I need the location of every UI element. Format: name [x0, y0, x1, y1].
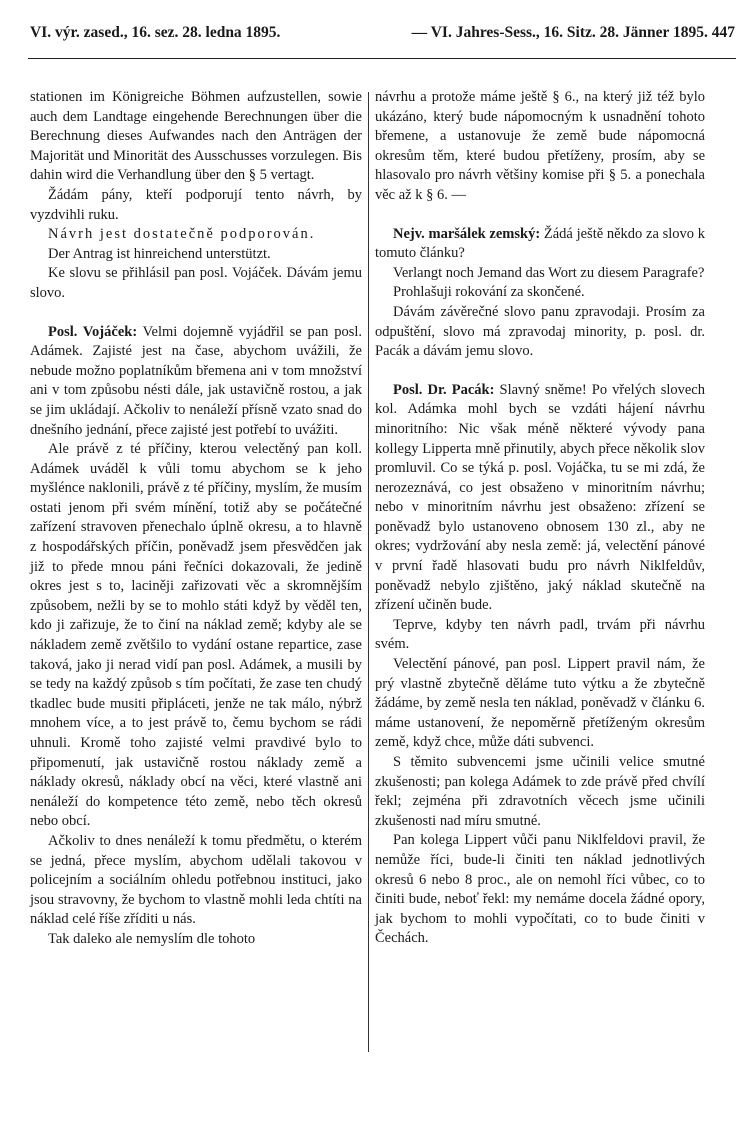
column-divider — [368, 92, 369, 1052]
speaker-name: Posl. Dr. Pacák: — [393, 381, 495, 398]
paragraph: stationen im Königreiche Böhmen aufzustellen, sowie auch dem Landtage eingehende Berechnungen über die Berechnung dieses Aufwandes nach den Anträgen der Majorität und Minorität des Ausschusses vorzulegen. Bis dahin wird die Verhandlung über den § 5 vertagt. — [30, 89, 362, 184]
speech-paragraph — [30, 323, 362, 441]
paragraph: Prohlašuji rokování za skončené. — [393, 284, 585, 301]
paragraph: Ačkoliv to dnes nenáleží k tomu předmětu, o kterém se jedná, přece myslím, abychom udělali takovou v policejním a sociálním ohledu potřebnou instituci, jako jsou stravovny, že bychom to vlastně mohli leda chtíti na náklad celé říše zříditi u nás. — [30, 832, 362, 928]
paragraph: Teprve, kdyby ten návrh padl, trvám při návrhu svém. — [375, 616, 705, 653]
paragraph: Návrh jest dostatečně podporován. — [48, 226, 316, 243]
left-column — [30, 88, 362, 950]
paragraph: návrhu a protože máme ještě § 6., na který již též bylo ukázáno, který bude nápomocným k usnadnění tohoto břemene, a ustanovuje že země bude nápomocná okresům těm, které budou přetíženy, prosím, aby se hlasovalo pro návrh většiny komise při § 5. a ponechala věc až k § 6. — — [375, 89, 705, 203]
paragraph: Pan kolega Lippert vůči panu Niklfeldovi pravil, že nemůže říci, bude-li činiti ten náklad jednotlivých okresů 6 nebo 8 proc., ale on nemohl říci vůbec, co to činiti bude, neboť řekl: my nemáme docela žádné opory, jak bychom to mohli vypočítati, co to bude činiti v Čechách. — [375, 832, 705, 947]
paragraph: Tak daleko ale nemyslím dle tohoto — [48, 930, 256, 947]
paragraph: Der Antrag ist hinreichend unterstützt. — [48, 245, 271, 262]
header-czech: VI. výr. zased., 16. sez. 28. ledna 1895. — [30, 24, 281, 41]
header-rule — [28, 58, 736, 59]
speech-paragraph — [375, 381, 705, 616]
speech-text: Slavný sněme! Po vřelých slovech kol. Adámka mohl bych se vzdáti hájení návrhu minoritního: Nic však méně některé výv​ody pana kollegy Lipperta mně přinutily, abych přece několik slov promluvil. Co se týká p. posl. Vojáčka, tu se mi zdá, že nerozeznává, co jest obsaženo v minoritním návrhu; nebo v minoritním návrhu jest obsaženo: zřízení se poněvadž bylo ustanoveno obnosem 130 zl., aby ne okres; vydržování aby nesla země: já, velectění pánové v první řadě hlasovati budu pro návrh Niklfeldův, poněvadž nebylo zjištěno, jaký náklad skutečně na zřízení učiněn bude. — [375, 381, 705, 614]
paragraph: S těmito subvencemi jsme učinili velice smutné zkušenosti; pan kolega Adámek to zde právě před chvílí řekl; zejména při zdravotních věcech jsme učinili zkušenosti nad míru smutné. — [375, 754, 705, 829]
paragraph: Dávám závěrečné slovo panu zpravodaji. Prosím za odpuštění, slovo má zpravodaj minority, p. posl. dr. Pacák a dávám jemu slovo. — [375, 303, 705, 360]
page-header — [30, 20, 735, 48]
speaker-name: Nejv. maršálek zemský: — [393, 225, 541, 242]
paragraph: Žádám pány, kteří podporují tento návrh, by vyzdvihli ruku. — [30, 186, 362, 223]
speaker-name: Posl. Vojáček: — [48, 323, 138, 340]
paragraph: Ke slovu se přihlásil pan posl. Vojáček. Dávám jemu slovo. — [30, 265, 362, 301]
paragraph: Velectění pánové, pan posl. Lippert pravil nám, že prý vlastně zbytečně děláme tuto výtku a že zbytečně žádáme, by země nesla ten náklad, poněvadž v článku 6. máme ustanovení, že nepoměrně přetíženým okresům země, když chce, může dáti subvenci. — [375, 656, 705, 751]
header-german: — VI. Jahres-Sess., 16. Sitz. 28. Jänner 1895. 447 — [411, 24, 735, 41]
right-column — [375, 88, 705, 949]
paragraph: Ale právě z té příčiny, kterou velectěný pan koll. Adámek uváděl k vůli tomu abychom se k jeho myšlénce naklonili, právě z té příčiny, myslím, že musím ostati jenom při svém mínění, totiž aby se počátečné zařízení stravoven přenechalo úplně okresu, a to hlavně z hospodářských příčin, poněvadž jsem přesvědčen jak již to přede mnou páni řečníci dokazovali, že jedině okres jest s to, laciněji zařizovati věc a skromnějším způsobem, nežli by se to mohlo státi když by věděl ten, kdo ji zařizuje, že to činí na náklad země; kdyby ale se nákladem země zvětšilo to vydání ostane repartice, zase taková, jako ji nerad vidí pan posl. Adámek, a musili by se tedy na každý způsob s tím počítati, že zase ten chudý tkadlec bude musiti připláceti, jenže ne tak málo, nýbrž mnohem více, a to jest právě to, čemu bychom se rádi uhnuli. Kromě toho zajisté velmi pravdivé bylo to připomenutí, jak ustavičně rostou náklady země a náklady okresů, náklady obcí na věci, které vlastně ani nenáleží do kompetence této země, nebo těch okresů nebo obcí. — [30, 441, 362, 830]
speech-text: Velmi dojemně vyjádřil se pan posl. Adámek. Zajisté jest na čase, abychom uvážili, že nebude možno poplatníkům břemena ani v tom množství ani v tom způsobu nésti dále, jak ustavičně rostou, a jak se jim ukládají. Ačkoliv to nenáleží přísně vzato snad do dnešního jednání, přece zajisté jest potřebí to uvážiti. — [30, 323, 362, 438]
speech-text: Žádá ještě někdo za slovo k tomuto článku? — [375, 225, 706, 262]
paragraph: Verlangt noch Jemand das Wort zu diesem Paragrafe? — [393, 264, 705, 281]
speech-paragraph — [375, 225, 705, 264]
